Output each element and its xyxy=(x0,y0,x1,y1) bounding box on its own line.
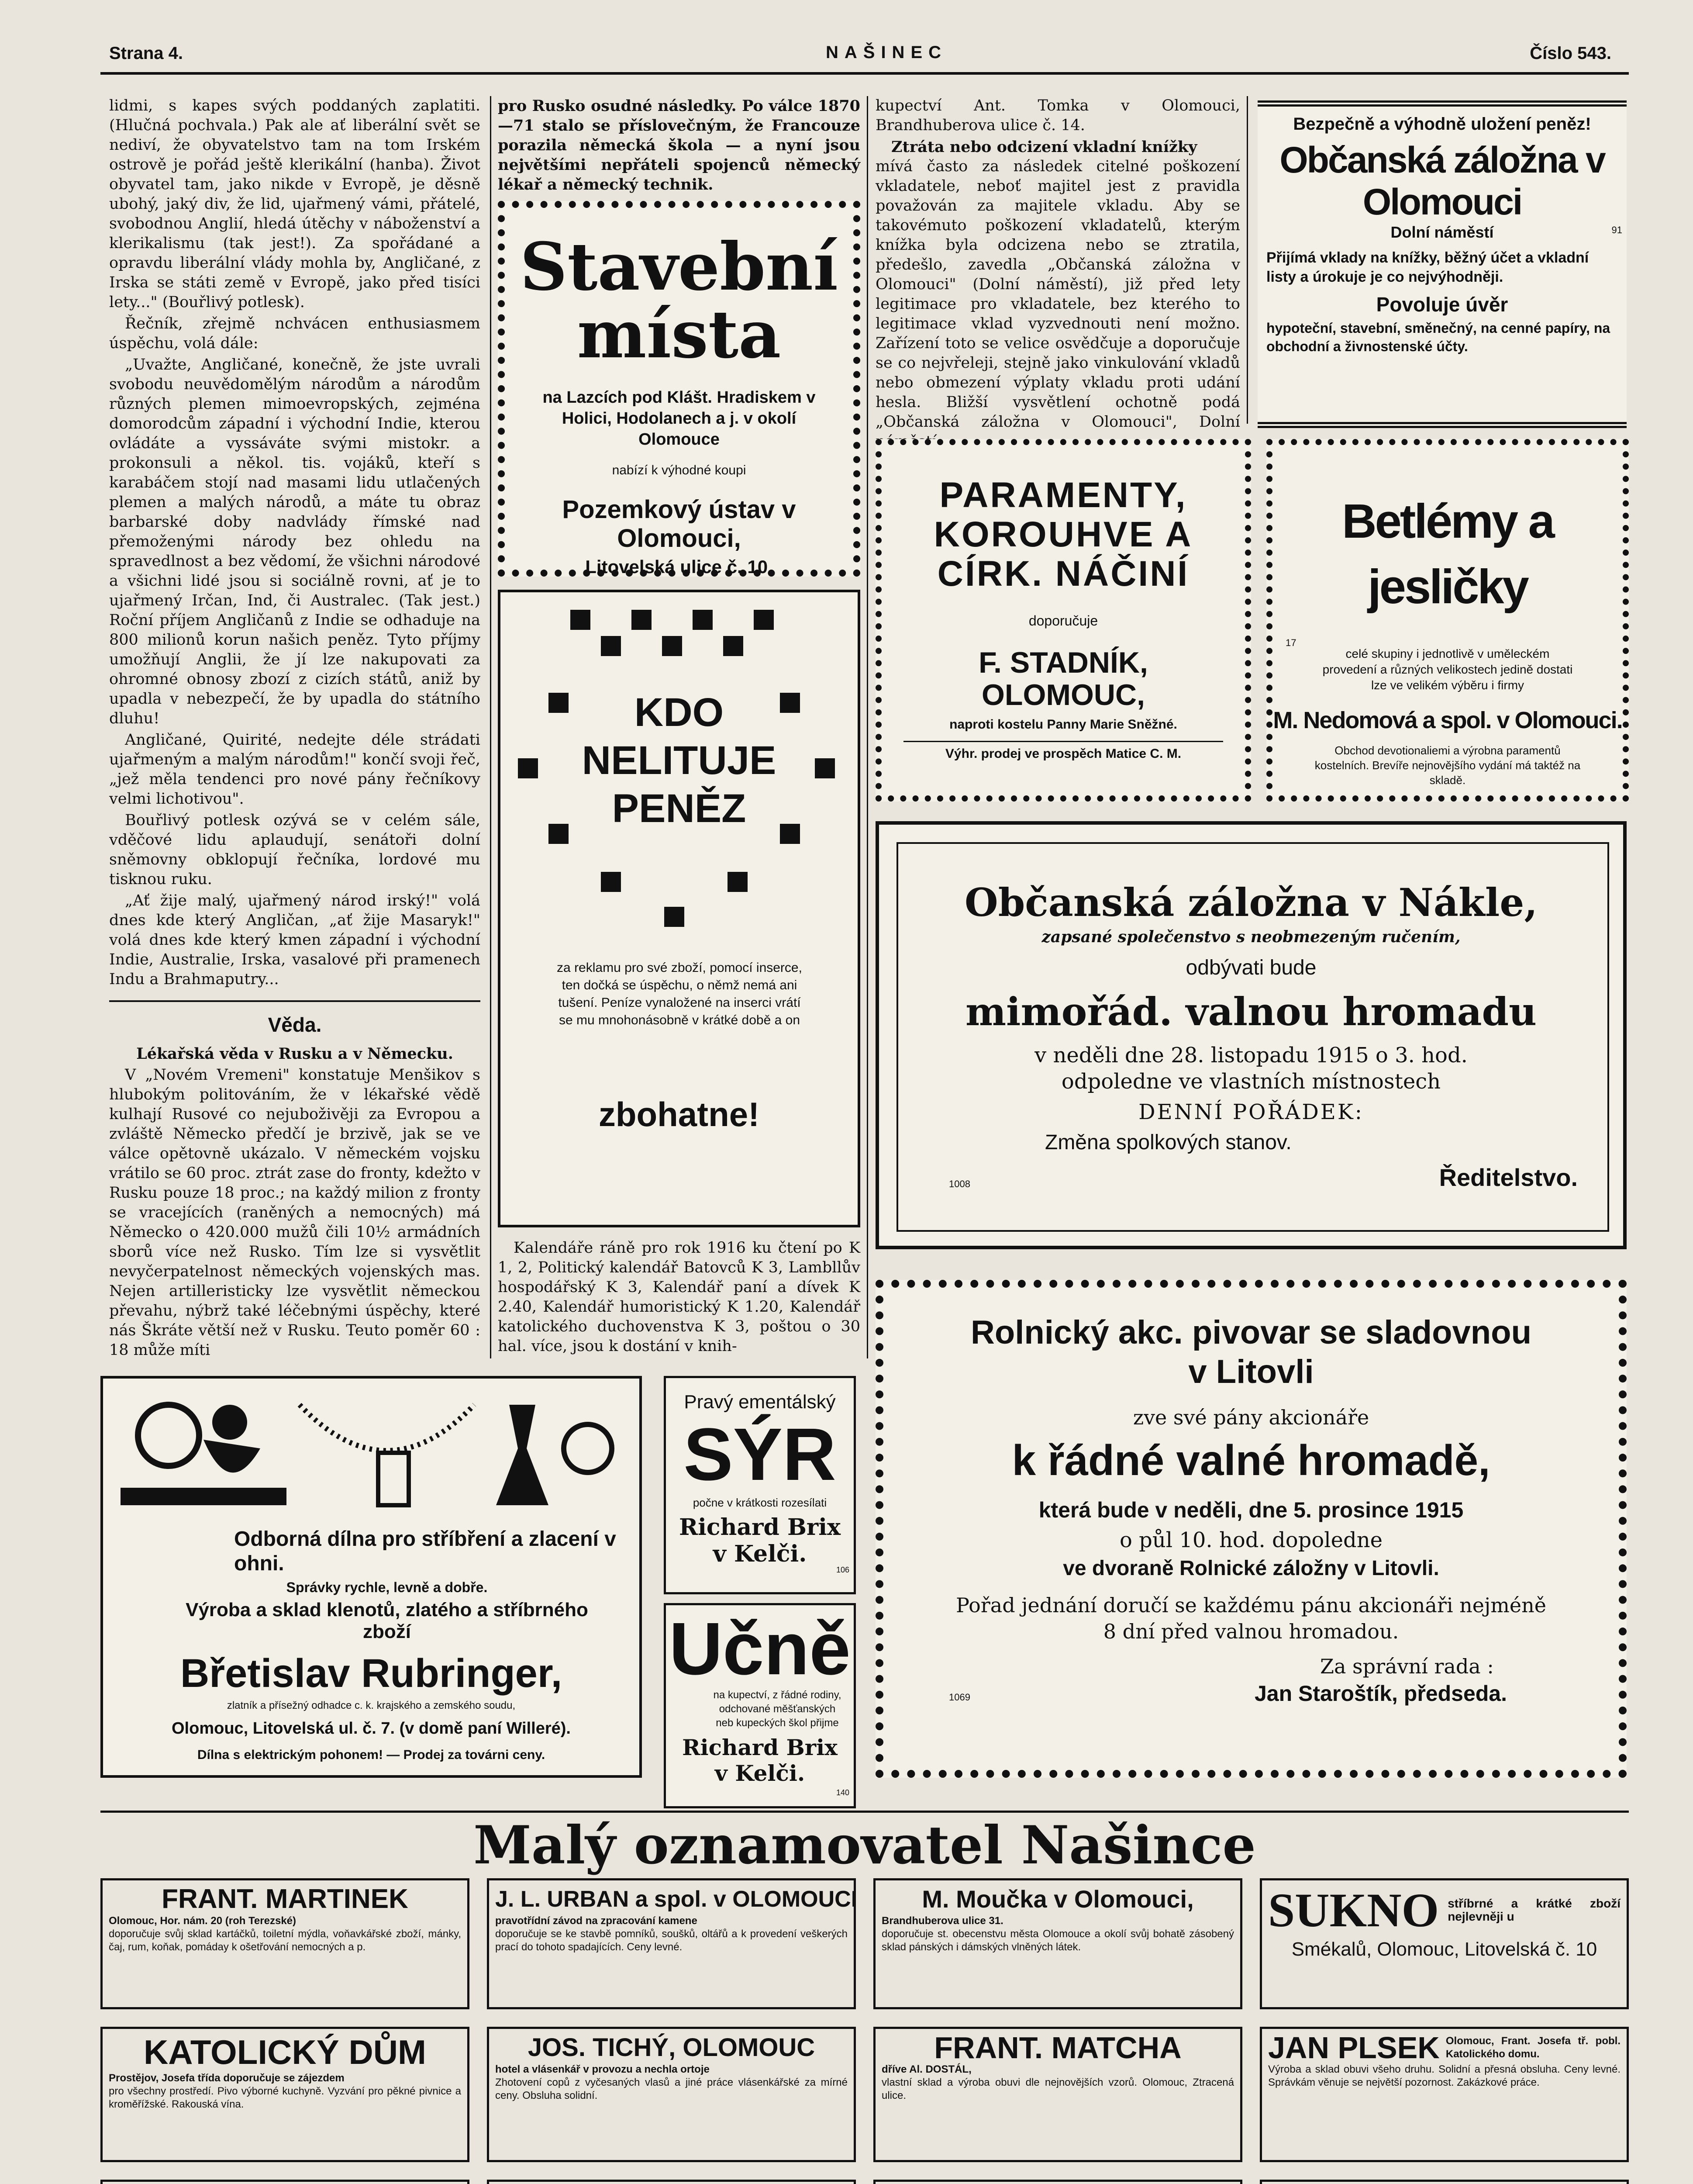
ad-pivovar-sign: Jan Staroštík, předseda. xyxy=(1255,1681,1507,1706)
small-ad-sub: Olomouc, Frant. Josefa tř. pobl. Katolického domu. xyxy=(1445,2035,1621,2060)
ad-ucne-name: Richard Brix xyxy=(682,1735,838,1760)
small-ad-matcha xyxy=(873,2027,1242,2162)
ad-stavebni-mista xyxy=(498,201,860,577)
ad-ucne-big: Učně xyxy=(669,1607,851,1690)
kalendare-text: Kalendáře ráně pro rok 1916 ku čtení po K 1, 2, Politický kalendář Batovců K 3, Lambllův hospodářský K 3, Kalendář paní a dívek K 2.40, Kalendář humoristický K 1.20, Kalendář katolického duchovenstva K 3, poštou o 30 hal. více, jsou k dostání v knih- xyxy=(498,1239,860,1355)
ad-syr-num: 106 xyxy=(836,1565,849,1574)
veda-text: V „Novém Vremeni" konstatuje Menšikov s hlubokým politováním, že v lékařské vědě kulhají Rusové co nejuboživěji za Evropou a zvláště Německo předčí je brzivě, jak se ve válce opětovně ukázalo. V německém vojsku vrátilo se 60 proc. ztrát zase do fronty, kdežto v Rusku pouze 18 proc.; na každý milion z fronty se vracejících (raněných a nemocných) má Německo o 420.000 mužů čili 10½ armádních sborů více než Rusko. Tím lze si vysvětlit nevyčerpatelnost německých vojenských mas. Nejen artilleristicky lze vysvětlit německou převahu, nýbrž také léčebnými úspěchy, které nás Škráte větší než v Rusku. Teuto poměr 60 : 18 může míti xyxy=(109,1066,480,1359)
ad-paramenty-name1: F. STADNÍK, xyxy=(979,646,1148,679)
ad-nakle-when1: v neděli dne 28. listopadu 1915 o 3. hod. xyxy=(1034,1043,1468,1068)
ad-paramenty-line1: PARAMENTY, xyxy=(939,475,1187,515)
small-ad-slezak xyxy=(100,2180,469,2184)
diamond-ornament xyxy=(601,872,621,892)
ad-pivovar-event: k řádné valné hromadě, xyxy=(1012,1436,1490,1484)
ad-stavebni-company: Pozemkový ústav v Olomouci, xyxy=(562,495,796,553)
ad-rubringer-addr: Olomouc, Litovelská ul. č. 7. (v domě paní Willeré). xyxy=(172,1719,571,1738)
ad-kdo-line2: NELITUJE xyxy=(582,738,776,783)
small-ad-inserat xyxy=(487,2180,856,2184)
section-rule xyxy=(109,1000,480,1002)
small-ad-title: JAN PLSEK xyxy=(1268,2031,1440,2065)
ad-stavebni-offer: nabízí k výhodné koupi xyxy=(612,463,746,477)
ad-pivovar-invite: zve své pány akcionáře xyxy=(1133,1406,1369,1429)
small-ad-umele-kvetiny xyxy=(1260,2180,1629,2184)
ad-zalozna-top: Bezpečně a výhodně uložení peněz! xyxy=(1293,114,1591,134)
veda-title: Lékařská věda v Rusku a v Německu. xyxy=(136,1045,453,1063)
small-ad-text: Zhotovení copů z vyčesaných vlasů a jiné práce vlásenkářské za mírné ceny. Obsluha solidní. xyxy=(495,2077,848,2101)
diamond-ornament xyxy=(631,610,652,630)
ad-betlemy-title: Betlémy a jesličky xyxy=(1342,494,1553,614)
small-ad-urban xyxy=(487,1878,856,2009)
ad-kdo-nelituje xyxy=(498,590,860,1227)
ad-nakle-event: mimořád. valnou hromadu xyxy=(965,989,1537,1034)
small-ad-title: FRANT. MARTINEK xyxy=(162,1884,408,1914)
ad-nakle-hold: odbývati bude xyxy=(1186,956,1317,979)
small-ad-moucka xyxy=(873,1878,1242,2009)
article-veda xyxy=(109,1044,480,1358)
ad-pivovar-name2: v Litovli xyxy=(1188,1353,1314,1390)
small-ad-text: vlastní sklad a výroba obuvi dle nejnovějších vzorů. Olomouc, Ztracená ulice. xyxy=(882,2077,1234,2101)
ad-betlemy-num: 17 xyxy=(1286,637,1296,648)
diamond-ornament xyxy=(601,636,621,656)
ad-betlemy-note: Obchod devotionaliemi a výrobna paramentů kostelních. Brevíře nejnovějšího vydání má taktéž na skladě. xyxy=(1314,744,1581,787)
ztrata-text: mívá často za následek citelné poškození vkladatele, neboť majitel jest z pravidla považován za majitele vkladu. Aby se takovémuto poškození vkladatelů, kterým knížka byla odcizena nebo se ztratila, předešlo, zavedla „Občanská záložna v Olomouci" (Dolní náměstí), již před lety legitimace pro vkladatele, bez kterého to legitimace vklad vyzvednouti není možno. Zařízení toto se velice osvědčuje a doporučuje se co nejvřeleji, stejně jako vinkulování vkladů nebo obmezení výplaty vkladu proti udání hesla. Bližší vysvětlení ochotně podá „Občanská záložna v Olomouci", Dolní xyxy=(876,158,1240,431)
ad-paramenty xyxy=(876,439,1251,802)
small-ads-grid xyxy=(100,1878,1629,2184)
ad-ucne-num: 140 xyxy=(836,1788,849,1797)
ad-rubringer-line2: Správky rychle, levně a dobře. xyxy=(286,1579,488,1595)
column-rule xyxy=(490,96,491,1358)
ad-kdo-text: za reklamu pro své zboží, pomocí inserce, ten dočká se úspěchu, o němž nemá ani tušení. Peníze vynaložené na inserci vrátí se mu mnohonásobně v krátké době a on xyxy=(557,961,802,1027)
ad-betlemy xyxy=(1266,439,1629,802)
small-ad-title: M. Moučka v Olomouci, xyxy=(922,1885,1194,1913)
ad-stavebni-place: na Lazcích pod Klášt. Hradiskem v Holici, Hodolanech a j. v okolí Olomouce xyxy=(542,388,816,449)
small-ad-text: doporučuje svůj sklad kartáčků, toiletní mýdla, voňavkářské zboží, mánky, čaj, rum, koňak, pomáday k ošetřování nemocných a p. xyxy=(109,1928,461,1953)
header-rule xyxy=(100,72,1629,75)
ad-zalozna-text2: hypoteční, stavební, směnečný, na cenné papíry, na obchodní a živnostenské účty. xyxy=(1266,320,1610,354)
ad-syr xyxy=(664,1376,856,1594)
small-ad-text: doporučuje se ke stavbě pomníků, soušků, oltářů a k provedení veškerých prací do tohoto spadajících. Ceny levné. xyxy=(495,1928,848,1953)
ring-icon xyxy=(138,1405,199,1466)
ad-kdo-line3: PENĚZ xyxy=(612,786,746,831)
ad-zalozna-num: 91 xyxy=(1611,225,1622,235)
necklace-icon xyxy=(300,1405,474,1451)
small-ad-sub: Prostějov, Josefa třída doporučuje se zájezdem xyxy=(109,2072,345,2084)
page-label: Strana 4. xyxy=(109,44,183,63)
ad-pivovar xyxy=(876,1280,1627,1778)
ad-pivovar-place: ve dvoraně Rolnické záložny v Litovli. xyxy=(1063,1557,1439,1580)
ad-pivovar-note1: Pořad jednání doručí se každému pánu akcionáři nejméně xyxy=(956,1593,1546,1617)
diamond-ornament xyxy=(754,610,774,630)
ad-syr-top: Pravý ementálský xyxy=(684,1391,836,1413)
small-ad-sub: pravotřídní závod na zpracování kamene xyxy=(495,1915,697,1927)
ad-rubringer-line3: Výroba a sklad klenotů, zlatého a stříbrného zboží xyxy=(186,1599,588,1642)
article-col2-continuation: pro Rusko osudné následky. Po válce 1870—71 stalo se příslovečným, že Francouze porazila německá škola — a nyní jsou největšími nepřáteli spojenců německý lékař a německý technik. xyxy=(498,97,860,194)
ad-rubringer-note: Dílna s elektrickým pohonem! — Prodej za továrni ceny. xyxy=(197,1748,545,1762)
jewelry-illustration xyxy=(116,1387,627,1514)
diamond-ornament xyxy=(728,872,748,892)
ad-stavebni-title2: místa xyxy=(577,296,781,373)
ad-ucne-text: na kupectví, z řádné rodiny, odchované měšťanských neb kupeckých škol přijme xyxy=(713,1689,841,1729)
section-rule xyxy=(100,1811,1629,1813)
small-ad-sub: stříbrné a krátké zboží nejlevněji u xyxy=(1448,1897,1621,1923)
ad-syr-big: SÝR xyxy=(683,1413,836,1496)
ad-syr-name: Richard Brix xyxy=(679,1514,841,1541)
ad-zalozna-sub: Dolní náměstí xyxy=(1390,223,1494,241)
ad-kdo-line1: KDO xyxy=(634,690,724,735)
section-heading-veda: Věda. xyxy=(268,1013,322,1036)
ad-rubringer-desc: zlatník a přísežný odhadce c. k. krajského a zemského soudu, xyxy=(227,1700,516,1711)
ad-nakle-item: Změna spolkových stanov. xyxy=(1045,1131,1292,1154)
ad-paramenty-note: Výhr. prodej ve prospěch Matice C. M. xyxy=(903,741,1223,761)
ad-paramenty-recommend: doporučuje xyxy=(1028,613,1098,629)
diamond-ornament xyxy=(693,610,713,630)
small-ad-sub: Olomouc, Hor. nám. 20 (roh Terezské) xyxy=(109,1915,296,1927)
small-ad-sukno xyxy=(1260,1878,1629,2009)
col3-text: kupectví Ant. Tomka v Olomouci, Brandhuberova ulice č. 14. xyxy=(876,97,1240,134)
article-paragraph: „Ať žije malý, ujařmený národ irský!" volá dnes kde který Angličan, „ať žije Masaryk!" volá dnes kde který kmen západní i východní Indie, Australie, Irska, vasalové při pramenech Indu a Brahmaputry... xyxy=(109,892,480,988)
article-paragraph: lidmi, s kapes svých poddaných zaplatiti. (Hlučná pochvala.) Pak ale ať liberální svět se nediví, že obyvatelstvo tam na tom Irském ostrově je pořád ještě klerikální (hanba). Život obyvatel tam, jako nikde v Evropě, je děsně ubohý, jaký div, že lid, ujařmený vámi, přátelé, svobodnou Anglií, hledá útěchy v náboženství a klerikalismu (tak jest!). Za spořádané a opravdu liberální vlády mohla by, Angličané, z Irska se státi země v Evropě, jako před tisíci lety..." (Bouřlivý potlesk). xyxy=(109,97,480,311)
maly-oznamovatel-heading: Malý oznamovatel Našince xyxy=(473,1814,1256,1876)
ad-nakle-sub: zapsané společenstvo s neobmezeným ručením, xyxy=(1041,928,1461,946)
ad-betlemy-text: celé skupiny i jednotlivě v uměleckém provedení a různých velikostech jedině dostati lze ve velikém výběru i firmy xyxy=(1322,647,1573,692)
kalendare-notice xyxy=(498,1238,860,1361)
small-ad-title: SUKNO xyxy=(1268,1883,1439,1937)
article-paragraph: Bouřlivý potlesk ozývá se v celém sále, vděčové lidu aplaudují, senátoři dolní sněmovny obklopují řečníka, lordové mu tisknou ruku. xyxy=(109,812,480,888)
ad-zalozna-text1: Přijímá vklady na knížky, běžný účet a vkladní listy a úrokuje je co nejvýhodněji. xyxy=(1266,249,1589,285)
ad-zalozna-povoluje: Povoluje úvěr xyxy=(1376,293,1508,316)
ad-zalozna-nakle xyxy=(876,821,1627,1249)
article-column-3 xyxy=(876,96,1240,431)
article-paragraph: „Uvažte, Angličané, konečně, že jste uvrali svobodu neuvědomělým národům a národům různých plemen mimoevropských, zejména domorodcům západní i východní Indie, kterou ovládáte a vyssáváte svými mistokr. a prokonsuli a někol. tis. vojáků, kteří s karabáčem stojí nad masami lidu utlačených plemen a malých národů, a máte tu obraz barbarské doby nadvlády římské nad přemoženými národy bez ohledu na spravedlnost a bez vědomí, že všichni národové a všichni lidé jsou si sociálně rovni, ať je to ujařmený Irčan, Ind, či Australec. (Tak jest.) Roční příjem Angličanů z Indie se odhaduje na 800 milionů korun našich peněz. Tyto příjmy umožňují Anglii, že jí lze nakupovati za ohromné obnosy zbozí z cizích států, aniž by upadla v nebezpečí, že by upadla do státního dluhu! xyxy=(109,356,480,727)
ad-pivovar-name1: Rolnický akc. pivovar se sladovnou xyxy=(970,1314,1532,1351)
small-ad-text: Smékalů, Olomouc, Litovelská č. 10 xyxy=(1291,1939,1597,1960)
ad-paramenty-name2: OLOMOUC, xyxy=(982,678,1145,712)
issue-number: Číslo 543. xyxy=(1530,44,1611,63)
newspaper-title: NAŠINEC xyxy=(825,43,948,62)
chain-icon xyxy=(121,1488,286,1505)
ad-nakle-sign: Ředitelstvo. xyxy=(1439,1164,1578,1191)
ad-kdo-result: zbohatne! xyxy=(598,1095,760,1133)
medal-icon xyxy=(378,1453,409,1505)
chalice-icon xyxy=(496,1405,548,1505)
ad-syr-place: v Kelči. xyxy=(713,1541,807,1567)
small-ad-text: Výroba a sklad obuvi všeho druhu. Solidní a přesná obsluha. Ceny levné. Správkám věnuje se největší pozornost. Zakázkové práce. xyxy=(1268,2063,1621,2088)
ad-paramenty-line2: KOROUHVE A xyxy=(934,515,1193,554)
small-ad-sub: hotel a vlásenkář v provozu a nechla ortoje xyxy=(495,2063,710,2075)
small-ad-martinek xyxy=(100,1878,469,2009)
ad-rubringer xyxy=(100,1376,642,1778)
ad-pivovar-date: která bude v neděli, dne 5. prosince 1915 xyxy=(1038,1498,1464,1522)
ad-nakle-num: 1008 xyxy=(949,1178,970,1189)
article-column-1 xyxy=(109,96,480,996)
ad-pivovar-note2: 8 dní před valnou hromadou. xyxy=(1103,1620,1399,1643)
small-ad-text: doporučuje st. obecenstvu města Olomouce a okolí svůj bohatě zásobený sklad pánských i dámských vlněných látek. xyxy=(882,1928,1234,1953)
ad-ucne xyxy=(664,1603,856,1808)
small-ad-sub: dříve Al. DOSTÁL, xyxy=(882,2063,972,2075)
ad-paramenty-line3: CÍRK. NÁČINÍ xyxy=(937,554,1190,594)
ad-paramenty-addr: naproti kostelu Panny Marie Sněžné. xyxy=(949,717,1177,732)
small-ad-title: J. L. URBAN a spol. v OLOMOUCI xyxy=(495,1887,858,1912)
small-ad-katolicky-dum xyxy=(100,2027,469,2162)
small-ad-text: pro všechny prostředí. Pivo výborné kuchyně. Vyzvání pro pěkné pivnice a kroměřížské. Rakouská vína. xyxy=(109,2085,461,2110)
ad-zalozna-olomouc xyxy=(1258,100,1627,428)
small-ad-kratschmer xyxy=(873,2180,1242,2184)
column-rule xyxy=(867,96,868,1358)
ad-zalozna-name: Občanská záložna v Olomouci xyxy=(1279,139,1605,222)
ad-rubringer-name: Břetislav Rubringer, xyxy=(180,1651,562,1696)
diamond-ornament xyxy=(662,636,682,656)
diamond-ornament xyxy=(570,610,590,630)
ad-stavebni-address: Litovelská ulice č. 10. xyxy=(585,556,773,577)
ad-rubringer-line1: Odborná dílna pro stříbření a zlacení v ohni. xyxy=(234,1527,616,1575)
small-ad-title: JOS. TICHÝ, OLOMOUC xyxy=(528,2033,815,2062)
diamond-ornament xyxy=(664,907,684,927)
cherub-icon xyxy=(212,1405,247,1440)
cherub-body-icon xyxy=(203,1440,260,1472)
small-ad-title: KATOLICKÝ DŮM xyxy=(143,2033,427,2071)
ztrata-title: Ztráta nebo odcizení vkladní knížky xyxy=(891,138,1197,156)
column-rule xyxy=(1247,96,1248,424)
ad-stavebni-title: Stavební xyxy=(520,228,838,305)
small-ad-plsek xyxy=(1260,2027,1629,2162)
ad-pivovar-board: Za správní rada : xyxy=(1320,1655,1494,1678)
ad-nakle-name: Občanská záložna v Nákle, xyxy=(965,880,1538,925)
ad-syr-text: počne v krátkosti rozesílati xyxy=(693,1496,827,1509)
ad-betlemy-firm: M. Nedomová a spol. v Olomouci. xyxy=(1273,707,1622,733)
ad-pivovar-time: o půl 10. hod. dopoledne xyxy=(1119,1528,1383,1552)
ad-nakle-when2: odpoledne ve vlastních místnostech xyxy=(1061,1069,1441,1094)
article-paragraph: Řečník, zřejmě nchvácen enthusiasmem úspěchu, volá dále: xyxy=(109,315,480,352)
small-ad-tichy xyxy=(487,2027,856,2162)
ad-ucne-place: v Kelči. xyxy=(714,1760,805,1786)
small-ad-title: FRANT. MATCHA xyxy=(934,2031,1182,2065)
small-ad-sub: Brandhuberova ulice 31. xyxy=(882,1915,1003,1927)
article-paragraph: Angličané, Quirité, nedejte déle strádati ujařmeným a malým národům!" končí svoji řeč, „jež měla tendenci pro nové pány řečníkovy velmi lichotivou". xyxy=(109,731,480,808)
ad-pivovar-num: 1069 xyxy=(949,1692,970,1703)
bracelet-icon xyxy=(564,1424,612,1472)
ad-nakle-program: DENNÍ POŘÁDEK: xyxy=(1138,1100,1364,1124)
diamond-ornament xyxy=(723,636,743,656)
